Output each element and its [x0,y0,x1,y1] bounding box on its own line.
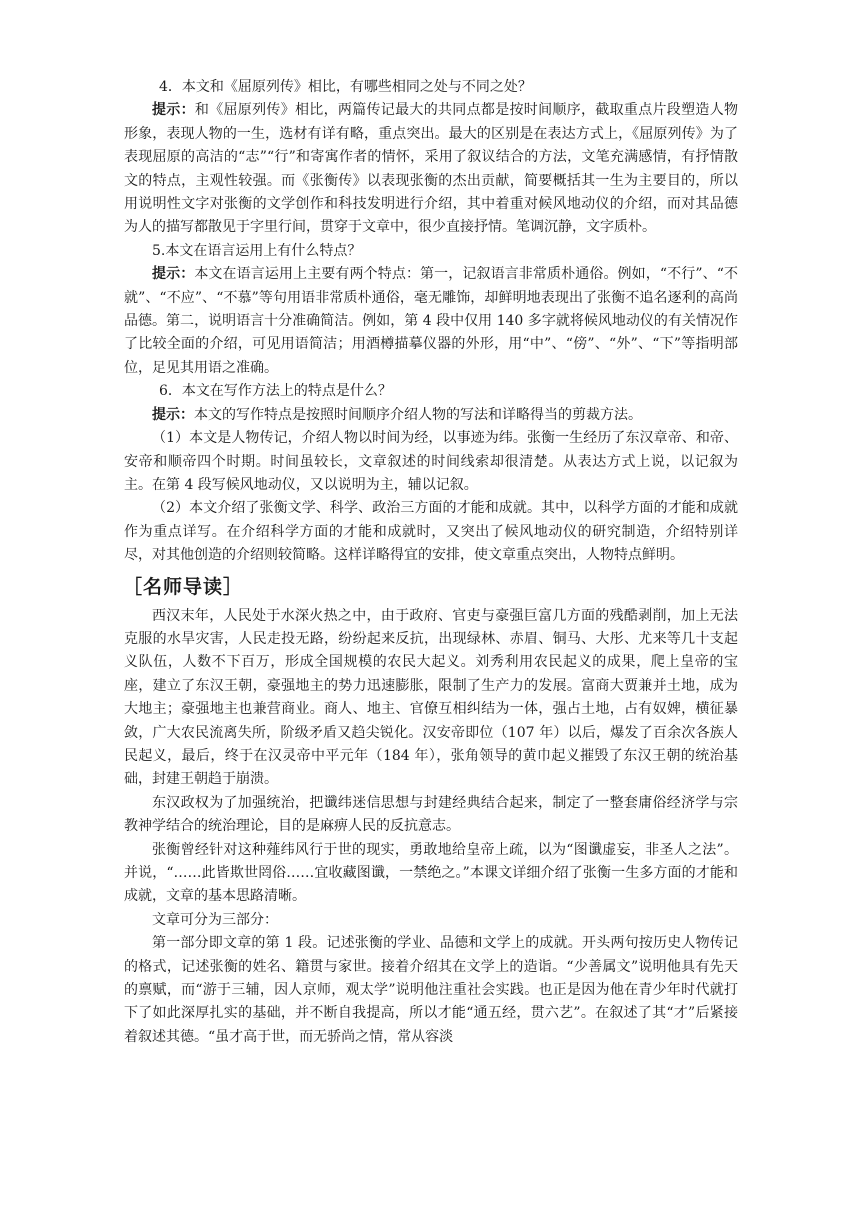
section-paragraph: 东汉政权为了加强统治，把谶纬迷信思想与封建经典结合起来，制定了一整套庸俗经济学与宗教神学结合的统治理论，目的是麻痹人民的反抗意志。 [124,794,738,835]
hint-6-point-1: （1）本文是人物传记，介绍人物以时间为经，以事迹为纬。张衡一生经历了东汉章帝、和帝、安帝和顺帝四个时期。时间虽较长，文章叙述的时间线索却很清楚。从表达方式上说，以记叙为主。在第 4 段写候风地动仪，又以说明为主，辅以记叙。 [124,430,738,493]
hint-text: 本文在语言运用上主要有两个特点：第一，记叙语言非常质朴通俗。例如，“不行”、“不就”、“不应”、“不慕”等句用语非常质朴通俗，毫无雕饰，却鲜明地表现出了张衡不追名逐利的高尚品德。第二，说明语言十分准确简洁。例如，第 4 段中仅用 140 多字就将候风地动仪的有关情况作了比较全面的介绍，可见用语简洁；用酒樽描摹仪器的外形，用“中”、“傍”、“外”、“下”等指明部位，足见其用语之准确。 [124,266,738,376]
question-5: 5.本文在语言运用上有什么特点？ [152,242,362,259]
section-heading: ［名师导读］ [123,575,244,598]
hint-5 [124,263,738,380]
document-content [124,76,738,1049]
hint-label: 提示： [152,102,195,119]
hint-label: 提示： [152,266,195,283]
hint-label: 提示： [152,406,194,423]
question-6: 6．本文在写作方法上的特点是什么？ [159,383,392,400]
section-paragraph: 文章可分为三部分： [152,911,278,928]
hint-text: 本文的写作特点是按照时间顺序介绍人物的写法和详略得当的剪裁方法。 [194,406,642,423]
section-paragraph: 西汉末年，人民处于水深火热之中，由于政府、官吏与豪强巨富几方面的残酷剥削，加上无法克服的水旱灾害，人民走投无路，纷纷起来反抗，出现绿林、赤眉、铜马、大彤、尤来等几十支起义队伍，人数不下百万，形成全国规模的农民大起义。刘秀利用农民起义的成果，爬上皇帝的宝座，建立了东汉王朝，豪强地主的势力迅速膨胀，限制了生产力的发展。富商大贾兼并土地，成为大地主；豪强地主也兼营商业。商人、地主、官僚互相纠结为一体，强占土地，占有奴婢，横征暴敛，广大农民流离失所，阶级矛盾又趋尖锐化。汉安帝即位（107 年）以后，爆发了百余次各族人民起义，最后，终于在汉灵帝中平元年（184 年），张角领导的黄巾起义摧毁了东汉王朝的统治基础，封建王朝趋于崩溃。 [124,607,738,788]
question-4: 4．本文和《屈原列传》相比，有哪些相同之处与不同之处？ [159,79,532,95]
section-paragraph: 第一部分即文章的第 1 段。记述张衡的学业、品德和文学上的成就。开头两句按历史人物传记的格式，记述张衡的姓名、籍贯与家世。接着介绍其在文学上的造诣。“少善属文”说明他具有先天的禀赋，而“游于三辅，因人京师，观太学”说明他注重社会实践。也正是因为他在青少年时代就打下了如此深厚扎实的基础，并不断自我提高，所以才能“通五经，贯六艺”。在叙述了其“才”后紧接着叙述其德。“虽才高于世，而无骄尚之情，常从容淡 [124,935,738,1045]
hint-text: 和《屈原列传》相比，两篇传记最大的共同点都是按时间顺序，截取重点片段塑造人物形象，表现人物的一生，选材有详有略，重点突出。最大的区别是在表达方式上，《屈原列传》为了表现屈原的高洁的“志”“行”和寄寓作者的情怀，采用了叙议结合的方法，文笔充满感情，有抒情散文的特点，主观性较强。而《张衡传》以表现张衡的杰出贡献，简要概括其一生为主要目的，所以用说明性文字对张衡的文学创作和科技发明进行介绍，其中着重对候风地动仪的介绍，而对其品德为人的描写都散见于字里行间，贯穿于文章中，很少直接抒情。笔调沉静，文字质朴。 [124,102,739,236]
hint-4 [124,99,738,239]
hint-6-point-2: （2）本文介绍了张衡文学、科学、政治三方面的才能和成就。其中，以科学方面的才能和成就作为重点详写。在介绍科学方面的才能和成就时，又突出了候风地动仪的研究制造，介绍特别详尽，对其他创造的介绍则较简略。这样详略得宜的安排，使文章重点突出，人物特点鲜明。 [124,500,738,564]
section-paragraph: 张衡曾经针对这种薤纬风行于世的现实，勇敢地给皇帝上疏，以为“图谶虚妄，非圣人之法”。并说，“……此皆欺世罔俗……宜收藏图谶，一禁绝之。”本课文详细介绍了张衡一生多方面的才能和成就，文章的基本思路清晰。 [124,841,738,905]
hint-6 [124,404,738,427]
